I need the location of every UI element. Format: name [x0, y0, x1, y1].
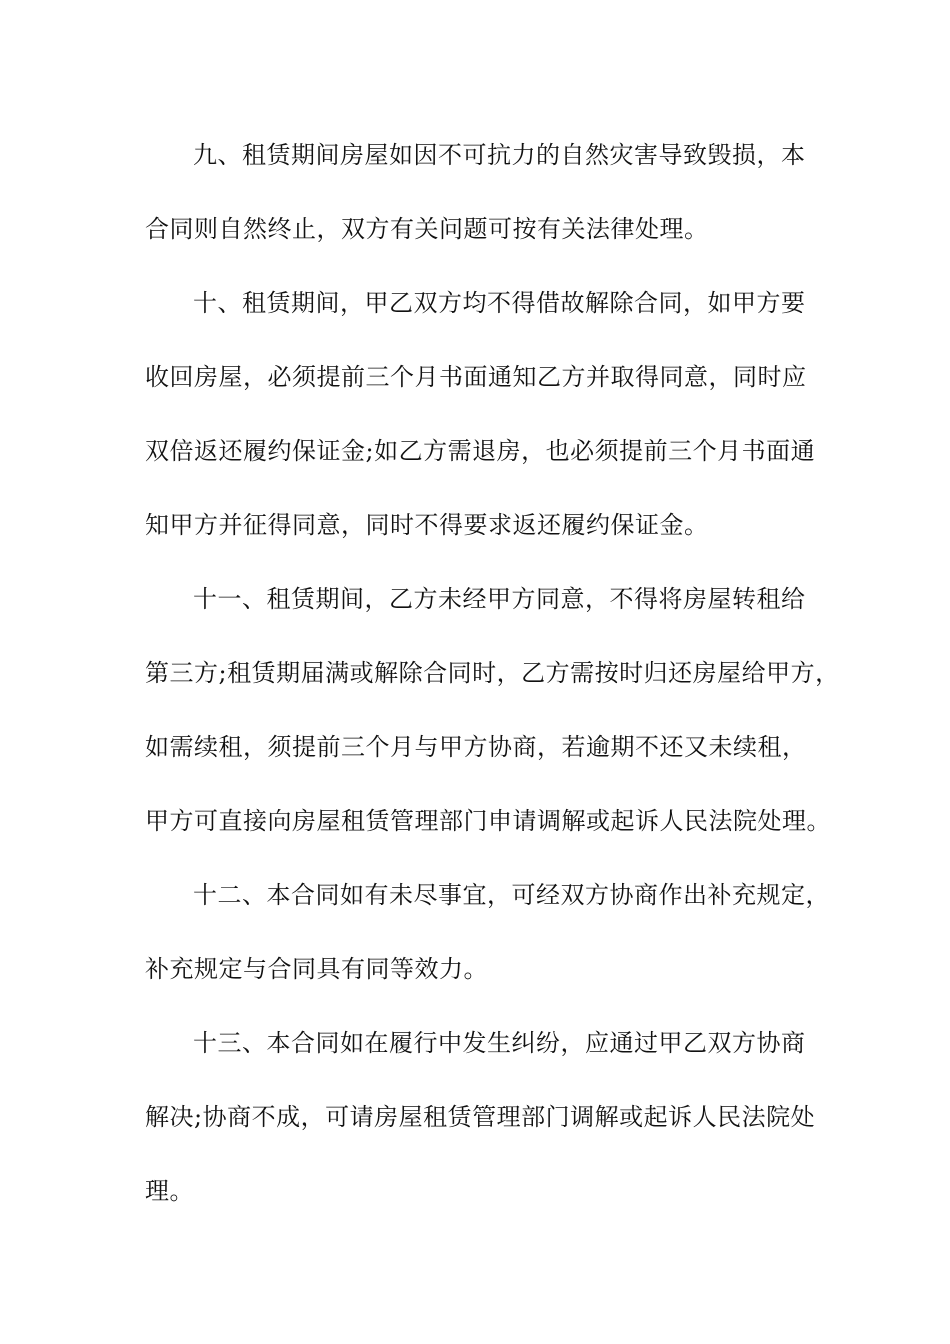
clause-12-line-2: 补充规定与合同具有同等效力。 — [145, 955, 488, 983]
contract-text — [145, 118, 840, 1228]
clause-11-line-3: 如需续租，须提前三个月与甲方协商，若逾期不还又未续租， — [145, 733, 807, 761]
clause-11-line-1: 十一、租赁期间，乙方未经甲方同意，不得将房屋转租给 — [193, 585, 806, 613]
clause-13-line-1: 十三、本合同如在履行中发生纠纷，应通过甲乙双方协商 — [193, 1029, 806, 1057]
clause-11-line-4: 甲方可直接向房屋租赁管理部门申请调解或起诉人民法院处理。 — [145, 807, 831, 835]
clause-10-line-1: 十、租赁期间，甲乙双方均不得借故解除合同，如甲方要 — [193, 289, 806, 317]
clause-12-line-1: 十二、本合同如有未尽事宜，可经双方协商作出补充规定， — [193, 881, 830, 909]
clause-11-line-2: 第三方;租赁期届满或解除合同时，乙方需按时归还房屋给甲方， — [145, 659, 840, 687]
clause-9-line-1: 九、租赁期间房屋如因不可抗力的自然灾害导致毁损，本 — [193, 141, 806, 169]
clause-9-line-2: 合同则自然终止，双方有关问题可按有关法律处理。 — [145, 215, 709, 243]
clause-13-line-3: 理。 — [145, 1177, 194, 1205]
clause-10-line-3: 双倍返还履约保证金;如乙方需退房，也必须提前三个月书面通 — [145, 437, 816, 465]
clause-13-line-2: 解决;协商不成，可请房屋租赁管理部门调解或起诉人民法院处 — [145, 1103, 816, 1131]
clause-10-line-4: 知甲方并征得同意，同时不得要求返还履约保证金。 — [145, 511, 709, 539]
clause-10-line-2: 收回房屋，必须提前三个月书面通知乙方并取得同意，同时应 — [145, 363, 807, 391]
